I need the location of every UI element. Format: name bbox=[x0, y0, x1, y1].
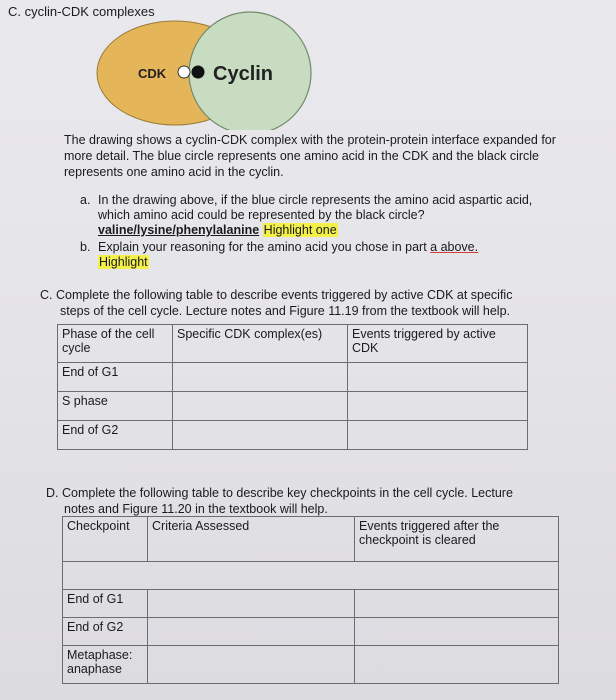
part-a-reference: a above. bbox=[430, 240, 479, 254]
checkpoints-table bbox=[62, 516, 559, 684]
row-label-end-g1: End of G1 bbox=[63, 590, 148, 618]
header-events: Events triggered by active CDK bbox=[348, 325, 528, 363]
cdk-amino-acid-circle bbox=[178, 66, 190, 78]
answer-cell[interactable] bbox=[173, 363, 348, 392]
question-a: a. In the drawing above, if the blue circle represents the amino acid aspartic acid, bbox=[80, 193, 533, 207]
answer-cell[interactable] bbox=[355, 618, 559, 646]
answer-cell[interactable] bbox=[173, 421, 348, 450]
cyclin-cdk-diagram bbox=[0, 0, 616, 130]
cdk-label: CDK bbox=[138, 66, 167, 81]
answer-cell[interactable] bbox=[148, 646, 355, 684]
cdk-events-table bbox=[57, 324, 528, 450]
sub-questions: a. In the drawing above, if the blue circle represents the amino acid aspartic acid, which amino acid could be represented by the black circle? valine/lysine/phenylalanine Highlight one b. Explain your reasoning for the amino acid you chose in part a above. Highlight bbox=[80, 193, 580, 270]
blank-row bbox=[63, 562, 559, 590]
header-events-after: Events triggered after the checkpoint is cleared bbox=[355, 517, 559, 562]
row-label-metaphase: Metaphase: anaphase bbox=[63, 646, 148, 684]
answer-cell[interactable] bbox=[173, 392, 348, 421]
header-criteria: Criteria Assessed bbox=[148, 517, 355, 562]
answer-cell[interactable] bbox=[148, 618, 355, 646]
answer-cell[interactable] bbox=[148, 590, 355, 618]
answer-cell[interactable] bbox=[348, 392, 528, 421]
row-label-end-g1: End of G1 bbox=[58, 363, 173, 392]
row-label-end-g2: End of G2 bbox=[58, 421, 173, 450]
answer-cell[interactable] bbox=[348, 363, 528, 392]
intro-paragraph: The drawing shows a cyclin-CDK complex with the protein-protein interface expanded for more detail. The blue circle represents one amino acid in the CDK and the black circle represents one amino acid in the cyclin. bbox=[64, 133, 556, 179]
highlight-one-note: Highlight one bbox=[263, 223, 337, 237]
amino-acid-options[interactable]: valine/lysine/phenylalanine bbox=[98, 223, 260, 237]
row-label-end-g2: End of G2 bbox=[63, 618, 148, 646]
header-checkpoint: Checkpoint bbox=[63, 517, 148, 562]
question-c-text: C. Complete the following table to describe events triggered by active CDK at specific steps of the cell cycle. Lecture notes and Figure 11.19 from the textbook will help. bbox=[40, 288, 513, 318]
question-d-text: D. Complete the following table to describe key checkpoints in the cell cycle. Lecture notes and Figure 11.20 in the textbook will help. bbox=[46, 486, 513, 516]
answer-cell[interactable] bbox=[348, 421, 528, 450]
answer-cell[interactable] bbox=[355, 646, 559, 684]
header-cdk-complex: Specific CDK complex(es) bbox=[173, 325, 348, 363]
row-label-s-phase: S phase bbox=[58, 392, 173, 421]
cyclin-amino-acid-circle bbox=[192, 66, 205, 79]
answer-cell[interactable] bbox=[355, 590, 559, 618]
header-phase: Phase of the cell cycle bbox=[58, 325, 173, 363]
question-b: b. Explain your reasoning for the amino acid you chose in part a above. bbox=[80, 240, 479, 254]
highlight-note: Highlight bbox=[99, 255, 148, 269]
cyclin-label: Cyclin bbox=[213, 63, 274, 85]
section-title: C. cyclin-CDK complexes bbox=[8, 4, 155, 19]
